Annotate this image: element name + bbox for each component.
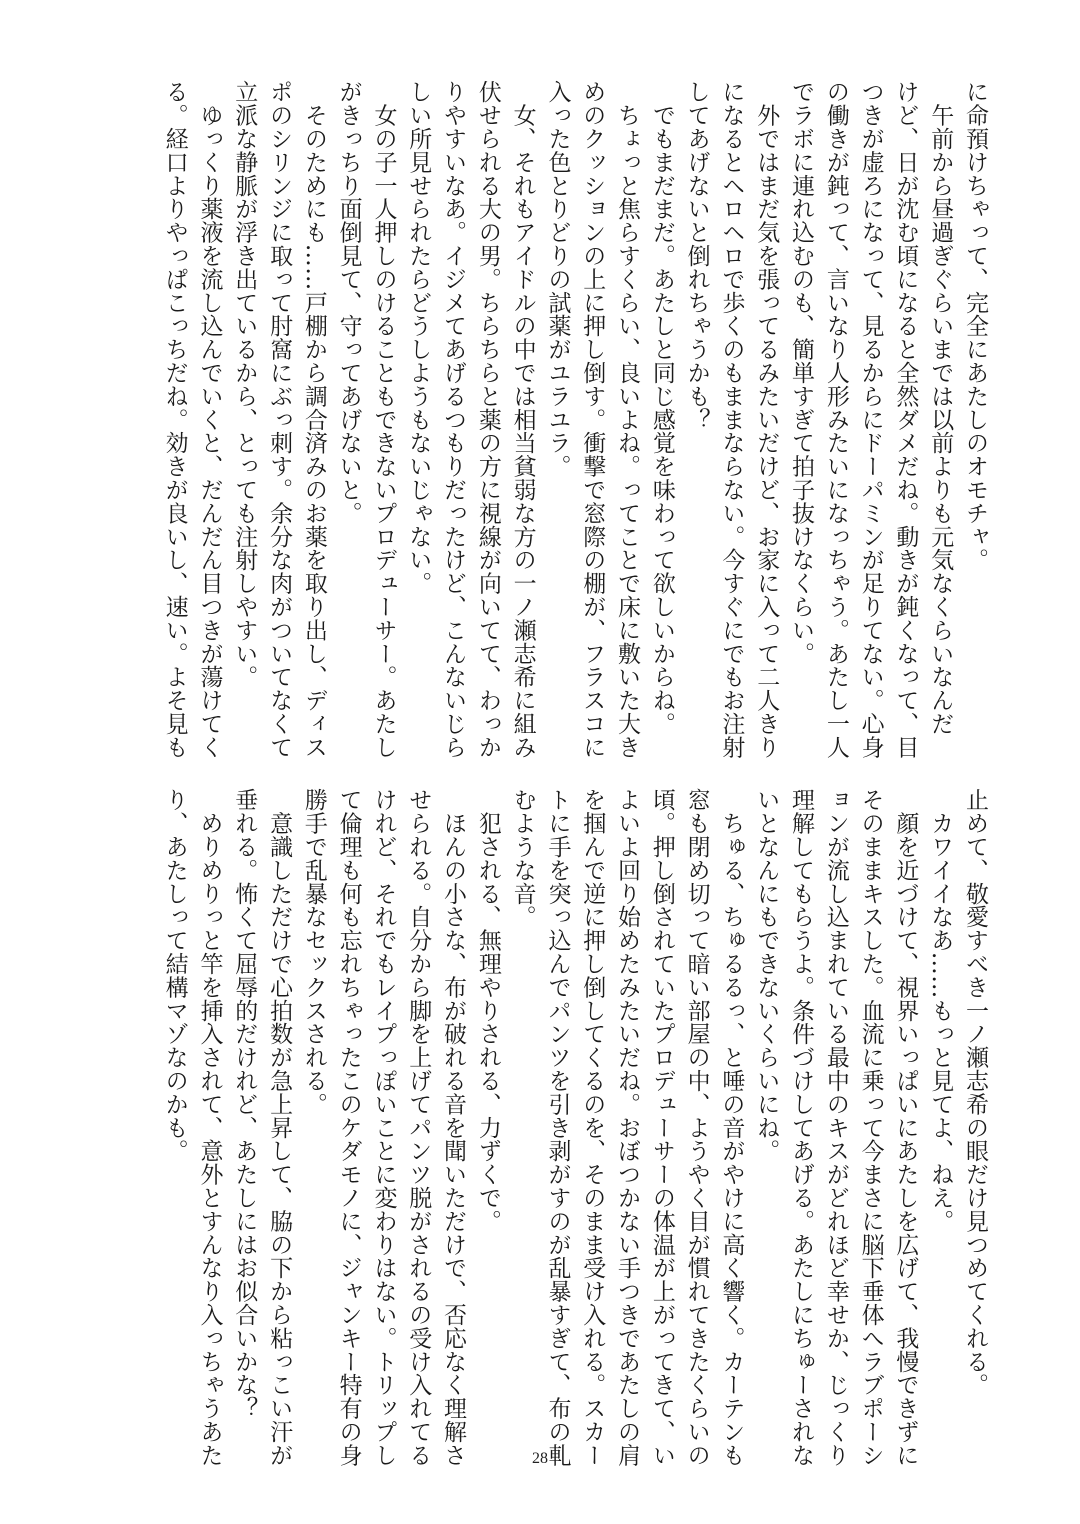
text-column: 入った色とりどりの試薬がユラユラ。 <box>544 80 571 478</box>
text-column: 頃。押し倒されていたプロデューサーの体温が上がってきて、い <box>648 788 675 1467</box>
text-column: 理解してもらうよ。条件づけしてあげる。あたしにちゅーされな <box>788 788 815 1467</box>
text-column: 垂れる。怖くて屈辱的だけれど、あたしにはお似合いかな？ <box>231 788 258 1420</box>
text-column: る。経口よりやっぱこっちだね。効きが良いし、速い。よそ見も <box>161 80 188 759</box>
page-number: 28 <box>532 1450 548 1467</box>
text-column: けど、日が沈む頃になると全然ダメだね。動きが鈍くなって、目 <box>892 80 919 759</box>
text-column: ゆっくり薬液を流し込んでいくと、だんだん目つきが蕩けてく <box>196 80 223 759</box>
top-text-block <box>157 80 992 759</box>
text-column: しい所見せられたらどうしようもないじゃない。 <box>405 80 432 595</box>
text-column: ほんの小さな、布が破れる音を聞いただけで、否応なく理解さ <box>440 788 467 1467</box>
text-column: 止めて、敬愛すべき一ノ瀬志希の眼だけ見つめてくれる。 <box>962 788 988 1397</box>
text-column: トに手を突っ込んでパンツを引き剥がすのが乱暴すぎて、布の軋 <box>544 788 571 1467</box>
text-column: めりめりっと竿を挿入されて、意外とすんなり入っちゃうあた <box>196 788 223 1467</box>
text-column: いとなんにもできないくらいにね。 <box>753 788 780 1163</box>
text-column: そのままキスした。血流に乗って今まさに脳下垂体へラブポーシ <box>857 788 884 1467</box>
text-column: けれど、それでもレイプっぽいことに変わりはない。トリップし <box>370 788 397 1467</box>
text-column: でもまだまだ。あたしと同じ感覚を味わって欲しいからね。 <box>648 80 675 736</box>
text-column: そのためにも……戸棚から調合済みのお薬を取り出し、ディス <box>300 80 327 759</box>
text-column: 外ではまだ気を張ってるみたいだけど、お家に入って二人きり <box>753 80 780 759</box>
text-column: に命預けちゃって、完全にあたしのオモチャ。 <box>962 80 988 572</box>
text-column: になるとヘロヘロで歩くのもままならない。今すぐにでもお注射 <box>718 80 745 759</box>
text-column: 顔を近づけて、視界いっぱいにあたしを広げて、我慢できずに <box>892 788 919 1467</box>
text-column: 女、それもアイドルの中では相当貧弱な方の一ノ瀬志希に組み <box>509 80 536 759</box>
text-column: 立派な静脈が浮き出ているから、とっても注射しやすい。 <box>231 80 258 689</box>
text-column: を掴んで逆に押し倒してくるのを、そのまま受け入れる。スカー <box>579 788 606 1467</box>
text-column: めのクッションの上に押し倒す。衝撃で窓際の棚が、フラスコに <box>579 80 606 759</box>
text-column: りやすいなあ。イジメてあげるつもりだったけど、こんないじら <box>440 80 467 759</box>
text-column: 伏せられる大の男。ちらちらと薬の方に視線が向いてて、わっか <box>474 80 501 759</box>
text-column: むような音。 <box>509 788 536 929</box>
text-column: 午前から昼過ぎぐらいまでは以前よりも元気なくらいなんだ <box>927 80 954 736</box>
text-column: よいよ回り始めたみたいだね。おぼつかない手つきであたしの肩 <box>614 788 641 1467</box>
text-column: の働きが鈍って、言いなり人形みたいになっちゃう。あたし一人 <box>822 80 849 759</box>
text-column: でラボに連れ込むのも、簡単すぎて拍子抜けなくらい。 <box>788 80 815 665</box>
text-column: つきが虚ろになって、見るからにドーパミンが足りてない。心身 <box>857 80 884 759</box>
text-column: カワイイなあ……もっと見てよ、ねえ。 <box>927 788 954 1233</box>
text-column: 女の子一人押しのけることもできないプロデューサー。あたし <box>370 80 397 759</box>
text-column: ちゅる、ちゅるるっ、と唾の音がやけに高く響く。カーテンも <box>718 788 745 1467</box>
text-column: て倫理も何も忘れちゃったこのケダモノに、ジャンキー特有の身 <box>335 788 362 1467</box>
text-column: ちょっと焦らすくらい、良いよね。ってことで床に敷いた大き <box>614 80 641 759</box>
text-column: 意識しただけで心拍数が急上昇して、脇の下から粘っこい汗が <box>266 788 293 1467</box>
text-column: ポのシリンジに取って肘窩にぶっ刺す。余分な肉がついてなくて <box>266 80 293 759</box>
text-column: 窓も閉め切って暗い部屋の中、ようやく目が慣れてきたくらいの <box>683 788 710 1467</box>
text-column: がきっちり面倒見て、守ってあげないと。 <box>335 80 362 525</box>
text-column: ョンが流し込まれている最中のキスがどれほど幸せか、じっくり <box>822 788 849 1467</box>
text-column: り、あたしって結構マゾなのかも。 <box>161 788 188 1163</box>
text-column: せられる。自分から脚を上げてパンツ脱がされるの受け入れてる <box>405 788 432 1467</box>
text-column: 犯される、無理やりされる、力ずくで。 <box>474 788 501 1233</box>
text-column: してあげないと倒れちゃうかも？ <box>683 80 710 431</box>
text-column: 勝手で乱暴なセックスされる。 <box>300 788 327 1116</box>
